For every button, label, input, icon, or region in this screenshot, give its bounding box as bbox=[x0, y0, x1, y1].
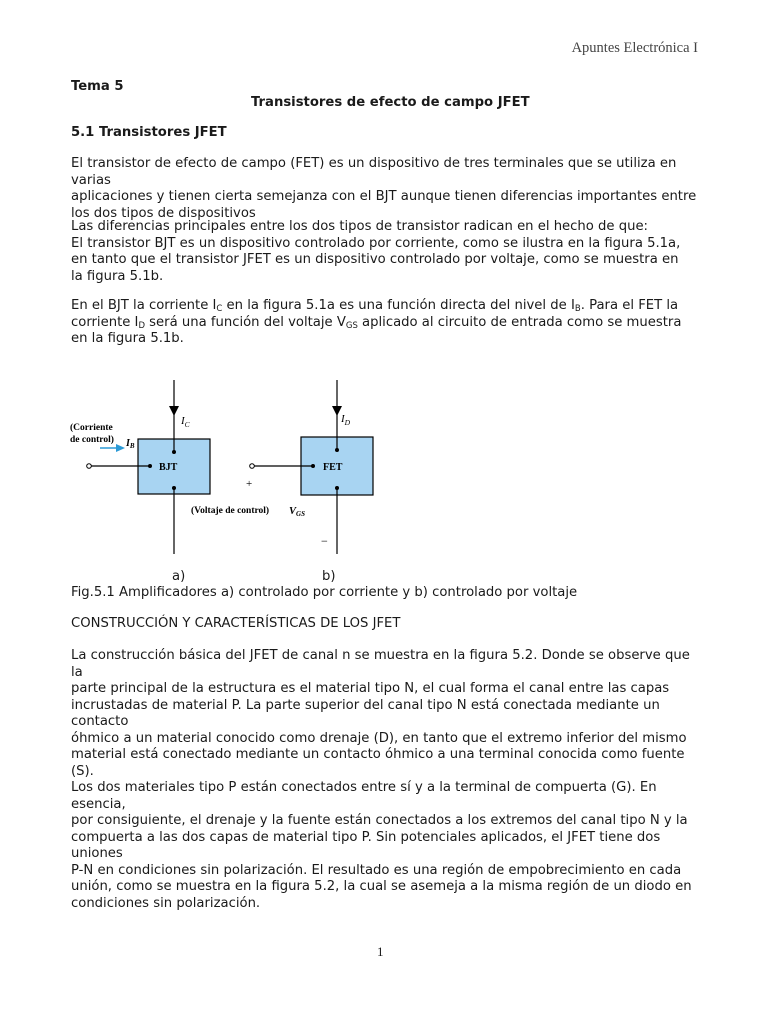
text-line: condiciones sin polarización. bbox=[71, 895, 261, 911]
text-line: Los dos materiales tipo P están conectados entre sí y a la terminal de compuerta (G). En esencia, bbox=[71, 780, 657, 812]
text-line: aplicaciones y tienen cierta semejanza con el BJT aunque tienen diferencias importantes entre bbox=[71, 189, 697, 204]
bjt-circuit bbox=[70, 380, 210, 554]
paragraph-3 bbox=[71, 298, 701, 348]
figure-5-1 bbox=[70, 380, 380, 560]
minus-sign: − bbox=[321, 534, 328, 548]
fet-label: FET bbox=[323, 462, 343, 473]
fet-circuit bbox=[191, 380, 373, 554]
running-header: Apuntes Electrónica I bbox=[571, 40, 698, 56]
text-line: la figura 5.1b. bbox=[71, 268, 164, 284]
bjt-label: BJT bbox=[159, 462, 178, 473]
paragraph-4 bbox=[71, 648, 701, 912]
control-current-label-1: (Corriente bbox=[70, 423, 113, 433]
tema-label: Tema 5 bbox=[71, 79, 124, 94]
text-line: corriente $I_D$ será una función del voltaje $V_{GS}$ aplicado al circuito de entrada como se muestra bbox=[71, 314, 682, 331]
text-line: parte principal de la estructura es el material tipo N, el cual forma el canal entre las capas bbox=[71, 681, 670, 696]
section-2-heading: CONSTRUCCIÓN Y CARACTERÍSTICAS DE LOS JFET bbox=[71, 616, 401, 631]
text-line: óhmico a un material conocido como drenaje (D), en tanto que el extremo inferior del mismo bbox=[71, 730, 687, 746]
page-number: 1 bbox=[377, 944, 384, 959]
paragraph-1 bbox=[71, 156, 701, 222]
text-line: por consiguiente, el drenaje y la fuente están conectados a los extremos del canal tipo N y la bbox=[71, 813, 688, 828]
plus-sign: + bbox=[246, 478, 253, 490]
paragraph-2 bbox=[71, 219, 701, 285]
text-line: El transistor de efecto de campo (FET) es un dispositivo de tres terminales que se utiliza en varias bbox=[71, 156, 677, 188]
figure-label-a: a) bbox=[172, 569, 186, 584]
text-line: en la figura 5.1b. bbox=[71, 331, 184, 346]
figure-caption: Fig.5.1 Amplificadores a) controlado por corriente y b) controlado por voltaje bbox=[71, 585, 578, 600]
text-line: Las diferencias principales entre los dos tipos de transistor radican en el hecho de que: bbox=[71, 219, 648, 234]
text-line: unión, como se muestra en la figura 5.2, la cual se asemeja a la misma región de un diodo en bbox=[71, 879, 692, 894]
section-heading: 5.1 Transistores JFET bbox=[71, 125, 227, 140]
text-line: El transistor BJT es un dispositivo controlado por corriente, como se ilustra en la figura 5.1a, bbox=[71, 235, 681, 251]
text-line: P-N en condiciones sin polarización. El resultado es una región de empobrecimiento en cada bbox=[71, 862, 682, 878]
terminal-icon bbox=[250, 464, 255, 469]
text-line: La construcción básica del JFET de canal n se muestra en la figura 5.2. Donde se observe que la bbox=[71, 648, 690, 680]
page-title: Transistores de efecto de campo JFET bbox=[251, 95, 530, 110]
text-line: En el BJT la corriente $I_C$ en la figura 5.1a es una función directa del nivel de $I_B$. Para el FET la bbox=[71, 298, 679, 314]
text-line: incrustadas de material P. La parte superior del canal tipo N está conectada mediante un contacto bbox=[71, 697, 660, 729]
figure-label-b: b) bbox=[322, 569, 336, 584]
text-line: compuerta a las dos capas de material tipo P. Sin potenciales aplicados, el JFET tiene dos uniones bbox=[71, 829, 661, 861]
terminal-icon bbox=[87, 464, 92, 469]
ic-arrow-icon bbox=[169, 406, 179, 416]
id-label: $I_D$ bbox=[341, 413, 351, 427]
ic-label: $I_C$ bbox=[181, 415, 190, 429]
ib-label: $I_B$ bbox=[126, 438, 135, 450]
control-current-label-2: de control) bbox=[70, 435, 114, 445]
text-line: en tanto que el transistor JFET es un dispositivo controlado por voltaje, como se muestra en bbox=[71, 252, 679, 267]
text-line: los dos tipos de dispositivos bbox=[71, 205, 256, 221]
text-line: material está conectado mediante un contacto óhmico a una terminal conocida como fuente (S). bbox=[71, 747, 685, 779]
vgs-label: VGS bbox=[289, 506, 305, 518]
control-voltage-label: (Voltaje de control) bbox=[191, 506, 270, 516]
